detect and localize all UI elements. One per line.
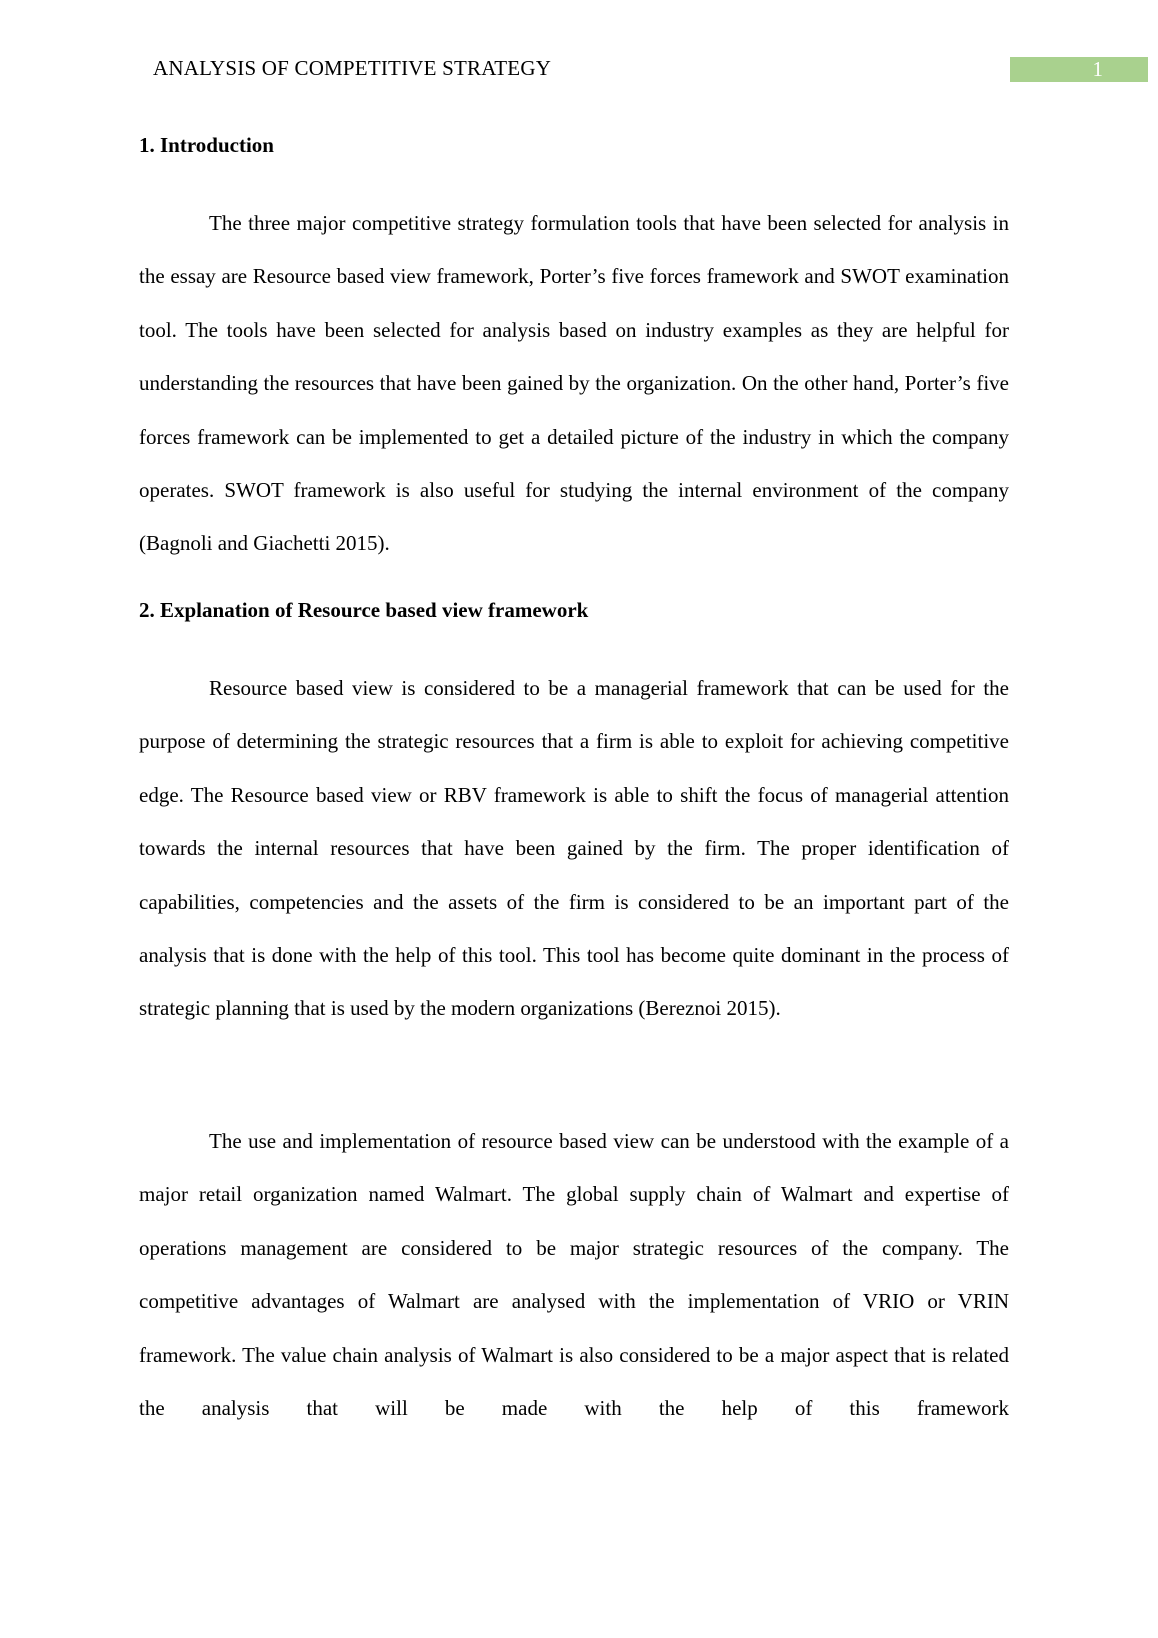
- page-number: 1: [1092, 57, 1103, 81]
- page-number-box: [1010, 57, 1148, 82]
- section-heading: 1. Introduction: [139, 133, 274, 157]
- paragraph: The three major competitive strategy formulation tools that have been selected for analysis in the essay are Resource based view framework, Porter’s five forces framework and SWOT examination tool. The tools have been selected for analysis based on industry examples as they are helpful for understanding the resources that have been gained by the organization. On the other hand, Porter’s five forces framework can be implemented to get a detailed picture of the industry in which the company operates. SWOT framework is also useful for studying the internal environment of the company (Bagnoli and Giachetti 2015).: [139, 211, 1009, 556]
- paragraph: The use and implementation of resource based view can be understood with the example of a major retail organization named Walmart. The global supply chain of Walmart and expertise of operations management are considered to be major strategic resources of the company. The competitive advantages of Walmart are analysed with the implementation of VRIO or VRIN framework. The value chain analysis of Walmart is also considered to be a major aspect that is related the analysis that will be made with the help of this framework: [139, 1129, 1009, 1421]
- paragraph: Resource based view is considered to be a managerial framework that can be used for the purpose of determining the strategic resources that a firm is able to exploit for achieving competitive edge. The Resource based view or RBV framework is able to shift the focus of managerial attention towards the internal resources that have been gained by the firm. The proper identification of capabilities, competencies and the assets of the firm is considered to be an important part of the analysis that is done with the help of this tool. This tool has become quite dominant in the process of strategic planning that is used by the modern organizations (Bereznoi 2015).: [139, 676, 1009, 1021]
- running-head: ANALYSIS OF COMPETITIVE STRATEGY: [153, 56, 552, 80]
- section-heading: 2. Explanation of Resource based view framework: [139, 598, 589, 622]
